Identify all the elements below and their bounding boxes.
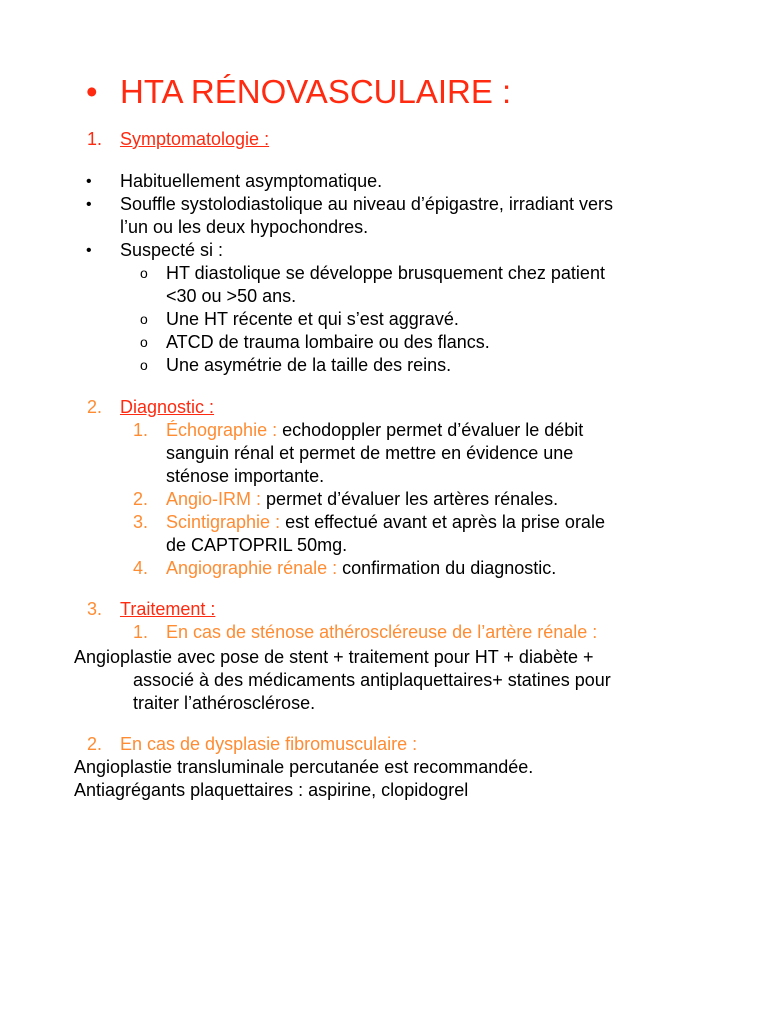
bullet-marker: • bbox=[86, 173, 92, 190]
page-title: HTA RÉNOVASCULAIRE : bbox=[120, 73, 512, 110]
treatment-text-continued: traiter l’athérosclérose. bbox=[133, 693, 316, 713]
diagnostic-item bbox=[166, 419, 583, 442]
diagnostic-item-text: permet d’évaluer les artères rénales. bbox=[266, 489, 559, 509]
sub-bullet-marker: o bbox=[140, 265, 148, 281]
bullet-text: Suspecté si : bbox=[120, 240, 224, 260]
diagnostic-item-text-continued: sanguin rénal et permet de mettre en évidence une bbox=[166, 443, 574, 463]
sub-bullet-text: ATCD de trauma lombaire ou des flancs. bbox=[166, 332, 490, 352]
treatment-case-number: 2. bbox=[87, 734, 103, 754]
treatment-text: Antiagrégants plaquettaires : aspirine, clopidogrel bbox=[74, 780, 469, 800]
treatment-case-label: En cas de sténose athéroscléreuse de l’artère rénale : bbox=[166, 622, 598, 642]
diagnostic-item-number: 4. bbox=[133, 558, 149, 578]
sub-bullet-marker: o bbox=[140, 311, 148, 327]
bullet-text-continued: l’un ou les deux hypochondres. bbox=[120, 217, 369, 237]
diagnostic-item bbox=[166, 488, 558, 511]
diagnostic-item-number: 1. bbox=[133, 420, 149, 440]
diagnostic-item-label: Scintigraphie : bbox=[166, 512, 281, 532]
section2-number: 2. bbox=[87, 397, 103, 417]
treatment-text: Angioplastie transluminale percutanée est recommandée. bbox=[74, 757, 534, 777]
bullet-marker: • bbox=[86, 242, 92, 259]
sub-bullet-text-continued: <30 ou >50 ans. bbox=[166, 286, 297, 306]
diagnostic-item-label: Échographie : bbox=[166, 420, 278, 440]
diagnostic-item-number: 2. bbox=[133, 489, 149, 509]
treatment-case-label: En cas de dysplasie fibromusculaire : bbox=[120, 734, 418, 754]
bullet-marker: • bbox=[86, 196, 92, 213]
treatment-case-number: 1. bbox=[133, 622, 149, 642]
sub-bullet-marker: o bbox=[140, 334, 148, 350]
title-bullet: • bbox=[86, 73, 98, 110]
sub-bullet-text: Une HT récente et qui s’est aggravé. bbox=[166, 309, 459, 329]
diagnostic-item-number: 3. bbox=[133, 512, 149, 532]
treatment-text: Angioplastie avec pose de stent + traitement pour HT + diabète + bbox=[74, 647, 594, 667]
sub-bullet-marker: o bbox=[140, 357, 148, 373]
section1-number: 1. bbox=[87, 129, 103, 149]
bullet-text: Habituellement asymptomatique. bbox=[120, 171, 383, 191]
diagnostic-item bbox=[166, 511, 605, 534]
sub-bullet-text: Une asymétrie de la taille des reins. bbox=[166, 355, 452, 375]
diagnostic-item-text-continued: sténose importante. bbox=[166, 466, 325, 486]
bullet-text: Souffle systolodiastolique au niveau d’épigastre, irradiant vers bbox=[120, 194, 613, 214]
section3-number: 3. bbox=[87, 599, 103, 619]
section3-heading: Traitement : bbox=[120, 599, 216, 619]
section2-heading: Diagnostic : bbox=[120, 397, 215, 417]
diagnostic-item bbox=[166, 557, 556, 580]
section1-heading: Symptomatologie : bbox=[120, 129, 270, 149]
sub-bullet-text: HT diastolique se développe brusquement chez patient bbox=[166, 263, 605, 283]
diagnostic-item-text: echodoppler permet d’évaluer le débit bbox=[282, 420, 584, 440]
diagnostic-item-text-continued: de CAPTOPRIL 50mg. bbox=[166, 535, 348, 555]
diagnostic-item-text: est effectué avant et après la prise orale bbox=[285, 512, 605, 532]
diagnostic-item-text: confirmation du diagnostic. bbox=[342, 558, 557, 578]
treatment-text-continued: associé à des médicaments antiplaquettaires+ statines pour bbox=[133, 670, 611, 690]
diagnostic-item-label: Angiographie rénale : bbox=[166, 558, 338, 578]
diagnostic-item-label: Angio-IRM : bbox=[166, 489, 262, 509]
